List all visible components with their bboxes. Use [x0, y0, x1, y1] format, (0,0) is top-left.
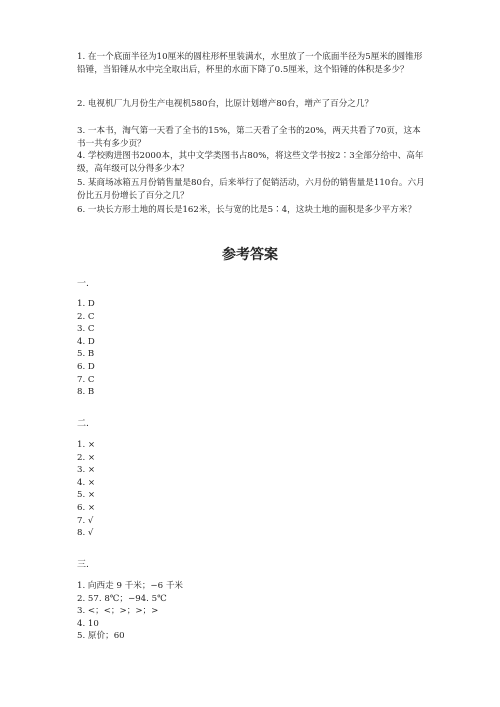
section-heading-3: 三.: [77, 560, 89, 570]
answer-item: 3. <；<；>；>；>: [77, 606, 159, 617]
answer-item: 7. C: [77, 374, 95, 385]
question-3: 3. 一本书，淘气第一天看了全书的15%，第二天看了全书的20%，两天共看了70页，这本书一共有多少页？: [77, 126, 421, 149]
answer-item: 1. ×: [77, 440, 96, 450]
answer-item: 7. √: [77, 515, 94, 526]
answer-item: 2. ×: [77, 452, 96, 463]
section-heading-1: 一.: [77, 279, 89, 289]
answer-item: 2. C: [77, 311, 95, 322]
answer-item: 1. D: [77, 299, 95, 309]
answer-item: 6. D: [77, 361, 95, 372]
section-heading-2: 二.: [77, 419, 89, 429]
answer-item: 3. C: [77, 324, 95, 335]
answer-item: 3. ×: [77, 465, 96, 476]
answer-item: 4. 10: [77, 618, 99, 629]
answer-item: 5. ×: [77, 490, 96, 501]
answers-title: 参考答案: [222, 247, 278, 263]
answer-item: 4. ×: [77, 477, 96, 488]
answer-list-2: [77, 439, 95, 540]
answer-item: 1. 向西走 9 千米；−6 千米: [77, 581, 184, 591]
answer-item: 8. B: [77, 387, 95, 398]
answer-item: 2. 57. 8℃；−94. 5℃: [77, 593, 167, 604]
answer-list-3: [77, 580, 183, 643]
answer-item: 8. √: [77, 528, 94, 539]
question-5: 5. 某商场冰箱五月份销售量是80台，后来举行了促销活动，六月份的销售量是110台。六月份比五月份增长了百分之几？: [77, 178, 425, 201]
answer-item: 4. D: [77, 336, 95, 347]
question-6: 6. 一块长方形土地的周长是162米，长与宽的比是5∶4，这块土地的面积是多少平方米？: [77, 205, 417, 215]
answer-item: 5. B: [77, 349, 95, 360]
answer-item: 6. ×: [77, 502, 96, 513]
question-2: 2. 电视机厂九月份生产电视机580台，比原计划增产80台，增产了百分之几？: [77, 99, 374, 109]
question-1: 1. 在一个底面半径为10厘米的圆柱形杯里装满水，水里放了一个底面半径为5厘米的圆锥形铅锤，当铅锤从水中完全取出后，杯里的水面下降了0.5厘米，这个铅锤的体积是多少？: [77, 52, 423, 75]
answer-list-1: [77, 298, 95, 399]
answer-item: 5. 原价；60: [77, 631, 125, 642]
question-4: 4. 学校购进图书2000本，其中文学类图书占80%，将这些文学书按2∶3全部分给中、高年级，高年级可以分得多少本？: [77, 151, 424, 174]
